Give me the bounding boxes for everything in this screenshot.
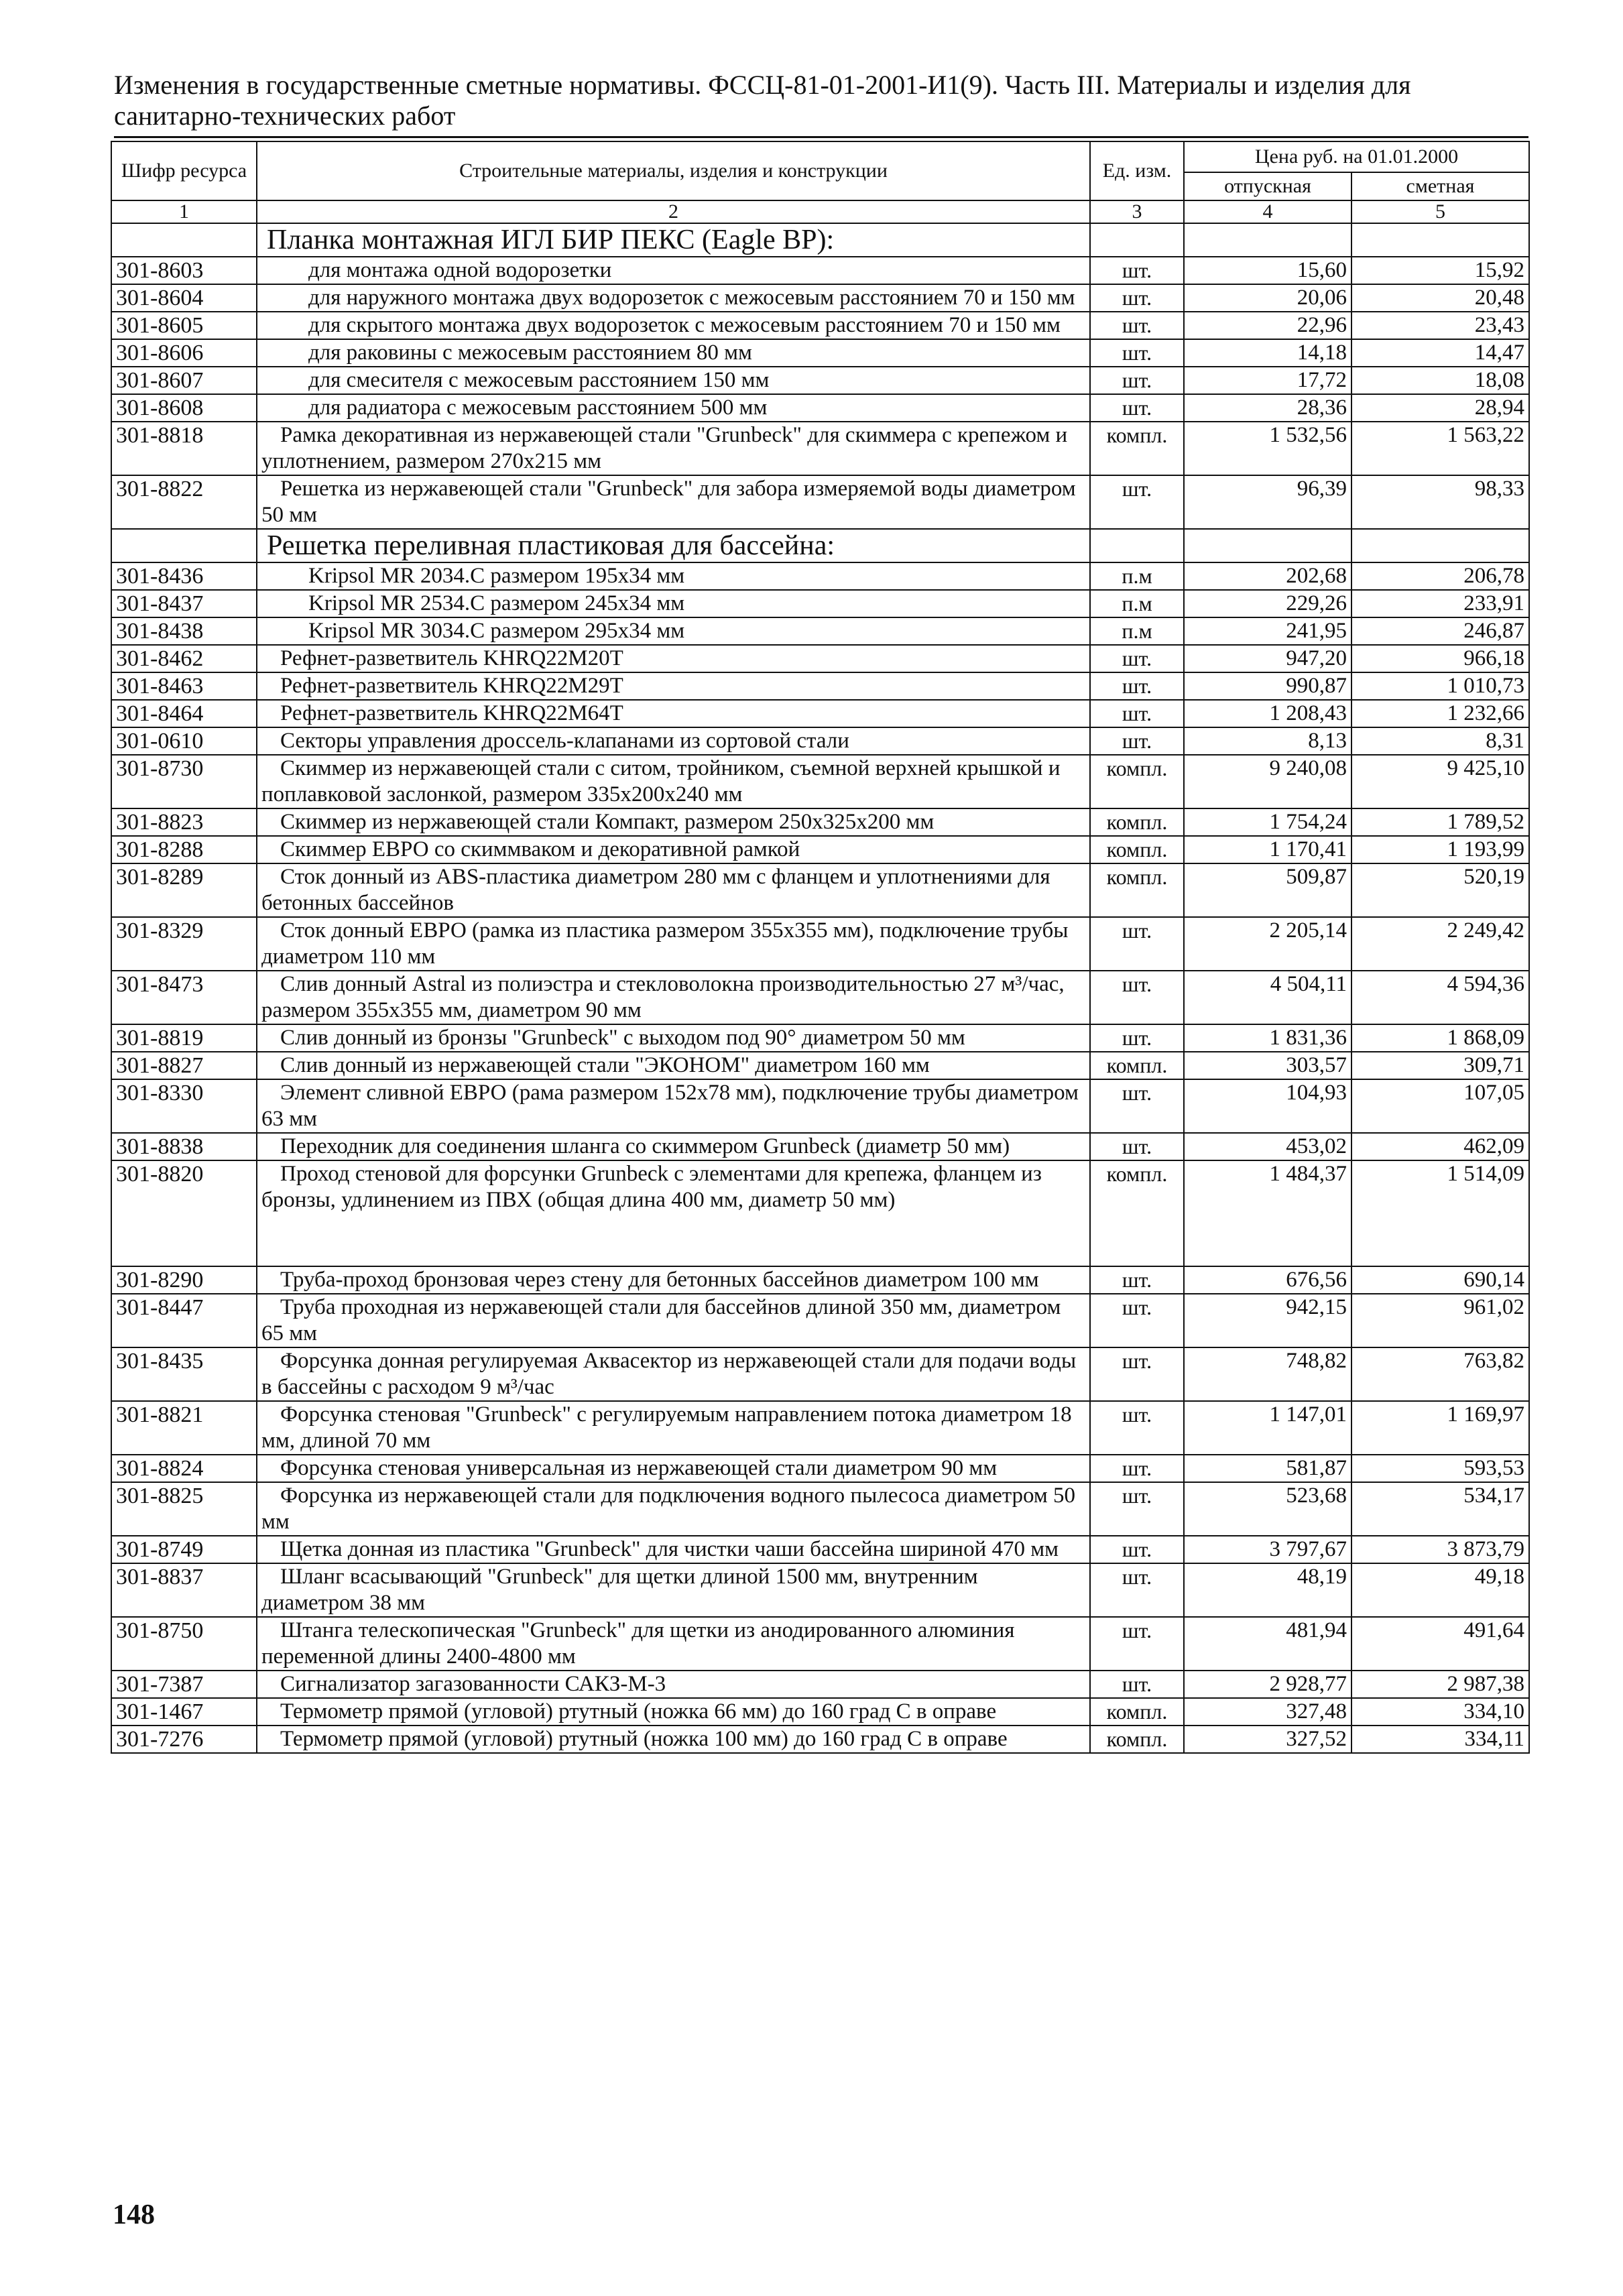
release-price: 581,87 bbox=[1184, 1455, 1351, 1482]
estimate-price: 334,10 bbox=[1351, 1698, 1529, 1726]
table-row bbox=[111, 1294, 1529, 1347]
column-number-4: 4 bbox=[1184, 200, 1351, 223]
release-price: 28,36 bbox=[1184, 394, 1351, 422]
table-row bbox=[111, 836, 1529, 863]
table-body bbox=[111, 223, 1529, 1753]
unit: шт. bbox=[1090, 1482, 1184, 1536]
group-title: Планка монтажная ИГЛ БИР ПЕКС (Eagle BP): bbox=[257, 223, 1090, 257]
estimate-price: 107,05 bbox=[1351, 1079, 1529, 1133]
unit: шт. bbox=[1090, 1133, 1184, 1160]
unit: шт. bbox=[1090, 1079, 1184, 1133]
unit: шт. bbox=[1090, 917, 1184, 971]
table-row bbox=[111, 1671, 1529, 1698]
unit: п.м bbox=[1090, 617, 1184, 645]
release-price: 4 504,11 bbox=[1184, 971, 1351, 1024]
release-price: 3 797,67 bbox=[1184, 1536, 1351, 1563]
estimate-price: 18,08 bbox=[1351, 367, 1529, 394]
estimate-price: 763,82 bbox=[1351, 1347, 1529, 1401]
estimate-price: 593,53 bbox=[1351, 1455, 1529, 1482]
resource-code: 301-8290 bbox=[111, 1266, 257, 1294]
resource-code: 301-8608 bbox=[111, 394, 257, 422]
resource-code: 301-8824 bbox=[111, 1455, 257, 1482]
title-line-2: санитарно-технических работ bbox=[114, 101, 456, 131]
resource-code: 301-8730 bbox=[111, 755, 257, 808]
resource-code: 301-8464 bbox=[111, 700, 257, 727]
material-name: Kripsol MR 2034.C размером 195х34 мм bbox=[257, 562, 1090, 590]
material-name: Решетка из нержавеющей стали "Grunbeck" для забора измеряемой воды диаметром 50 мм bbox=[257, 475, 1090, 529]
table-row bbox=[111, 755, 1529, 808]
material-name: Проход стеновой для форсунки Grunbeck с элементами для крепежа, фланцем из бронзы, удлинением из ПВХ (общая длина 400 мм, диаметр 50 мм) bbox=[257, 1160, 1090, 1266]
resource-code: 301-8821 bbox=[111, 1401, 257, 1455]
table-row bbox=[111, 422, 1529, 475]
material-name: для раковины с межосевым расстоянием 80 мм bbox=[257, 339, 1090, 367]
release-price: 748,82 bbox=[1184, 1347, 1351, 1401]
column-number-3: 3 bbox=[1090, 200, 1184, 223]
estimate-price: 4 594,36 bbox=[1351, 971, 1529, 1024]
release-price: 327,48 bbox=[1184, 1698, 1351, 1726]
unit: компл. bbox=[1090, 1726, 1184, 1753]
estimate-price: 233,91 bbox=[1351, 590, 1529, 617]
release-price: 20,06 bbox=[1184, 284, 1351, 312]
group-code-cell bbox=[111, 529, 257, 562]
estimate-price: 491,64 bbox=[1351, 1617, 1529, 1671]
release-price: 303,57 bbox=[1184, 1052, 1351, 1079]
material-name: Скиммер из нержавеющей стали с ситом, тройником, съемной верхней крышкой и поплавковой заслонкой, размером 335х200х240 мм bbox=[257, 755, 1090, 808]
table-row bbox=[111, 1455, 1529, 1482]
material-name: Рефнет-разветвитель KHRQ22M64T bbox=[257, 700, 1090, 727]
unit: компл. bbox=[1090, 863, 1184, 917]
header-estimate-price: сметная bbox=[1351, 172, 1529, 200]
release-price: 509,87 bbox=[1184, 863, 1351, 917]
release-price: 942,15 bbox=[1184, 1294, 1351, 1347]
table-row bbox=[111, 312, 1529, 339]
material-name: для монтажа одной водорозетки bbox=[257, 257, 1090, 284]
release-price: 523,68 bbox=[1184, 1482, 1351, 1536]
unit: шт. bbox=[1090, 367, 1184, 394]
unit: шт. bbox=[1090, 672, 1184, 700]
release-price: 947,20 bbox=[1184, 645, 1351, 672]
column-number-2: 2 bbox=[257, 200, 1090, 223]
unit: шт. bbox=[1090, 1536, 1184, 1563]
material-name: Труба проходная из нержавеющей стали для бассейнов длиной 350 мм, диаметром 65 мм bbox=[257, 1294, 1090, 1347]
table-row bbox=[111, 700, 1529, 727]
resource-code: 301-8837 bbox=[111, 1563, 257, 1617]
resource-code: 301-8435 bbox=[111, 1347, 257, 1401]
release-price: 48,19 bbox=[1184, 1563, 1351, 1617]
resource-code: 301-8462 bbox=[111, 645, 257, 672]
title-line-1: Изменения в государственные сметные нормативы. ФССЦ-81-01-2001-И1(9). Часть III. Материалы и изделия для bbox=[114, 70, 1411, 100]
resource-code: 301-8438 bbox=[111, 617, 257, 645]
release-price: 104,93 bbox=[1184, 1079, 1351, 1133]
estimate-price: 28,94 bbox=[1351, 394, 1529, 422]
release-price: 202,68 bbox=[1184, 562, 1351, 590]
group-estimate-cell bbox=[1351, 223, 1529, 257]
column-number-5: 5 bbox=[1351, 200, 1529, 223]
unit: п.м bbox=[1090, 562, 1184, 590]
unit: шт. bbox=[1090, 339, 1184, 367]
unit: шт. bbox=[1090, 1617, 1184, 1671]
table-row bbox=[111, 1052, 1529, 1079]
unit: шт. bbox=[1090, 700, 1184, 727]
resource-code: 301-8838 bbox=[111, 1133, 257, 1160]
release-price: 1 170,41 bbox=[1184, 836, 1351, 863]
resource-code: 301-1467 bbox=[111, 1698, 257, 1726]
unit: шт. bbox=[1090, 1024, 1184, 1052]
resource-code: 301-8827 bbox=[111, 1052, 257, 1079]
table-row bbox=[111, 475, 1529, 529]
material-name: Секторы управления дроссель-клапанами из сортовой стали bbox=[257, 727, 1090, 755]
table-row bbox=[111, 1563, 1529, 1617]
material-name: Элемент сливной ЕВРО (рама размером 152х78 мм), подключение трубы диаметром 63 мм bbox=[257, 1079, 1090, 1133]
group-release-cell bbox=[1184, 529, 1351, 562]
estimate-price: 98,33 bbox=[1351, 475, 1529, 529]
resource-code: 301-8289 bbox=[111, 863, 257, 917]
resource-code: 301-8818 bbox=[111, 422, 257, 475]
resource-code: 301-8437 bbox=[111, 590, 257, 617]
unit: компл. bbox=[1090, 422, 1184, 475]
group-header-row bbox=[111, 223, 1529, 257]
header-unit: Ед. изм. bbox=[1090, 141, 1184, 200]
table-row bbox=[111, 284, 1529, 312]
unit: шт. bbox=[1090, 475, 1184, 529]
resource-code: 301-8603 bbox=[111, 257, 257, 284]
material-name: Рефнет-разветвитель KHRQ22M29T bbox=[257, 672, 1090, 700]
material-name: Сток донный ЕВРО (рамка из пластика размером 355х355 мм), подключение трубы диаметром 110 мм bbox=[257, 917, 1090, 971]
resource-code: 301-8288 bbox=[111, 836, 257, 863]
column-number-1: 1 bbox=[111, 200, 257, 223]
estimate-price: 1 010,73 bbox=[1351, 672, 1529, 700]
material-name: Kripsol MR 2534.C размером 245х34 мм bbox=[257, 590, 1090, 617]
resource-code: 301-0610 bbox=[111, 727, 257, 755]
estimate-price: 1 232,66 bbox=[1351, 700, 1529, 727]
estimate-price: 246,87 bbox=[1351, 617, 1529, 645]
estimate-price: 1 514,09 bbox=[1351, 1160, 1529, 1266]
group-release-cell bbox=[1184, 223, 1351, 257]
group-unit-cell bbox=[1090, 529, 1184, 562]
resource-code: 301-8607 bbox=[111, 367, 257, 394]
unit: шт. bbox=[1090, 645, 1184, 672]
resource-code: 301-8825 bbox=[111, 1482, 257, 1536]
release-price: 8,13 bbox=[1184, 727, 1351, 755]
table-row bbox=[111, 1133, 1529, 1160]
release-price: 1 147,01 bbox=[1184, 1401, 1351, 1455]
group-code-cell bbox=[111, 223, 257, 257]
unit: шт. bbox=[1090, 1294, 1184, 1347]
unit: шт. bbox=[1090, 1347, 1184, 1401]
table-row bbox=[111, 1160, 1529, 1266]
table-row bbox=[111, 1347, 1529, 1401]
table-row bbox=[111, 1079, 1529, 1133]
title-underline bbox=[114, 136, 1528, 138]
material-name: Переходник для соединения шланга со скиммером Grunbeck (диаметр 50 мм) bbox=[257, 1133, 1090, 1160]
material-name: Термометр прямой (угловой) ртутный (ножка 66 мм) до 160 град С в оправе bbox=[257, 1698, 1090, 1726]
table-row bbox=[111, 1536, 1529, 1563]
estimate-price: 23,43 bbox=[1351, 312, 1529, 339]
estimate-price: 1 169,97 bbox=[1351, 1401, 1529, 1455]
material-name: Слив донный из бронзы "Grunbeck" с выходом под 90° диаметром 50 мм bbox=[257, 1024, 1090, 1052]
estimate-price: 690,14 bbox=[1351, 1266, 1529, 1294]
table-row bbox=[111, 394, 1529, 422]
unit: компл. bbox=[1090, 1160, 1184, 1266]
table-row bbox=[111, 1482, 1529, 1536]
release-price: 17,72 bbox=[1184, 367, 1351, 394]
estimate-price: 49,18 bbox=[1351, 1563, 1529, 1617]
table-row bbox=[111, 339, 1529, 367]
release-price: 676,56 bbox=[1184, 1266, 1351, 1294]
table-row bbox=[111, 367, 1529, 394]
material-name: Рефнет-разветвитель KHRQ22M20T bbox=[257, 645, 1090, 672]
release-price: 229,26 bbox=[1184, 590, 1351, 617]
material-name: Шланг всасывающий "Grunbeck" для щетки длиной 1500 мм, внутренним диаметром 38 мм bbox=[257, 1563, 1090, 1617]
resource-code: 301-8822 bbox=[111, 475, 257, 529]
release-price: 990,87 bbox=[1184, 672, 1351, 700]
estimate-price: 3 873,79 bbox=[1351, 1536, 1529, 1563]
estimate-price: 14,47 bbox=[1351, 339, 1529, 367]
resource-code: 301-8750 bbox=[111, 1617, 257, 1671]
material-name: Форсунка донная регулируемая Аквасектор из нержавеющей стали для подачи воды в бассейны с расходом 9 м³/час bbox=[257, 1347, 1090, 1401]
header-price: Цена руб. на 01.01.2000 bbox=[1184, 141, 1529, 172]
material-name: Термометр прямой (угловой) ртутный (ножка 100 мм) до 160 град С в оправе bbox=[257, 1726, 1090, 1753]
unit: шт. bbox=[1090, 1563, 1184, 1617]
estimate-price: 8,31 bbox=[1351, 727, 1529, 755]
resource-code: 301-8436 bbox=[111, 562, 257, 590]
resource-code: 301-8606 bbox=[111, 339, 257, 367]
release-price: 14,18 bbox=[1184, 339, 1351, 367]
material-name: Слив донный Astral из полиэстра и стекловолокна производительностью 27 м³/час, размером 355х355 мм, диаметром 90 мм bbox=[257, 971, 1090, 1024]
table-row bbox=[111, 562, 1529, 590]
unit: шт. bbox=[1090, 257, 1184, 284]
estimate-price: 961,02 bbox=[1351, 1294, 1529, 1347]
release-price: 15,60 bbox=[1184, 257, 1351, 284]
material-name: для наружного монтажа двух водорозеток с межосевым расстоянием 70 и 150 мм bbox=[257, 284, 1090, 312]
release-price: 1 831,36 bbox=[1184, 1024, 1351, 1052]
unit: компл. bbox=[1090, 1052, 1184, 1079]
estimate-price: 20,48 bbox=[1351, 284, 1529, 312]
estimate-price: 1 789,52 bbox=[1351, 808, 1529, 836]
table-row bbox=[111, 808, 1529, 836]
table-row bbox=[111, 917, 1529, 971]
release-price: 327,52 bbox=[1184, 1726, 1351, 1753]
resource-code: 301-8463 bbox=[111, 672, 257, 700]
table-row bbox=[111, 863, 1529, 917]
release-price: 2 205,14 bbox=[1184, 917, 1351, 971]
unit: шт. bbox=[1090, 727, 1184, 755]
table-row bbox=[111, 1617, 1529, 1671]
estimate-price: 206,78 bbox=[1351, 562, 1529, 590]
release-price: 241,95 bbox=[1184, 617, 1351, 645]
unit: шт. bbox=[1090, 1455, 1184, 1482]
estimate-price: 9 425,10 bbox=[1351, 755, 1529, 808]
group-estimate-cell bbox=[1351, 529, 1529, 562]
table-row bbox=[111, 971, 1529, 1024]
group-title: Решетка переливная пластиковая для бассейна: bbox=[257, 529, 1090, 562]
material-name: Скиммер из нержавеющей стали Компакт, размером 250х325х200 мм bbox=[257, 808, 1090, 836]
table-row bbox=[111, 1024, 1529, 1052]
release-price: 1 532,56 bbox=[1184, 422, 1351, 475]
header-release-price: отпускная bbox=[1184, 172, 1351, 200]
estimate-price: 966,18 bbox=[1351, 645, 1529, 672]
table-row bbox=[111, 257, 1529, 284]
resource-code: 301-7276 bbox=[111, 1726, 257, 1753]
release-price: 22,96 bbox=[1184, 312, 1351, 339]
material-name: Труба-проход бронзовая через стену для бетонных бассейнов диаметром 100 мм bbox=[257, 1266, 1090, 1294]
unit: шт. bbox=[1090, 284, 1184, 312]
table-row bbox=[111, 645, 1529, 672]
table-row bbox=[111, 617, 1529, 645]
page-number: 148 bbox=[113, 2199, 155, 2230]
unit: п.м bbox=[1090, 590, 1184, 617]
release-price: 2 928,77 bbox=[1184, 1671, 1351, 1698]
estimate-price: 520,19 bbox=[1351, 863, 1529, 917]
material-name: Форсунка стеновая "Grunbeck" с регулируемым направлением потока диаметром 18 мм, длиной 70 мм bbox=[257, 1401, 1090, 1455]
release-price: 96,39 bbox=[1184, 475, 1351, 529]
unit: шт. bbox=[1090, 971, 1184, 1024]
unit: шт. bbox=[1090, 1401, 1184, 1455]
estimate-price: 309,71 bbox=[1351, 1052, 1529, 1079]
material-name: Щетка донная из пластика "Grunbeck" для чистки чаши бассейна шириной 470 мм bbox=[257, 1536, 1090, 1563]
header-code: Шифр ресурса bbox=[111, 141, 257, 200]
material-name: для скрытого монтажа двух водорозеток с межосевым расстоянием 70 и 150 мм bbox=[257, 312, 1090, 339]
unit: шт. bbox=[1090, 312, 1184, 339]
table-row bbox=[111, 727, 1529, 755]
release-price: 9 240,08 bbox=[1184, 755, 1351, 808]
estimate-price: 2 249,42 bbox=[1351, 917, 1529, 971]
group-unit-cell bbox=[1090, 223, 1184, 257]
table-row bbox=[111, 1726, 1529, 1753]
estimate-price: 1 563,22 bbox=[1351, 422, 1529, 475]
estimate-price: 2 987,38 bbox=[1351, 1671, 1529, 1698]
material-name: Форсунка из нержавеющей стали для подключения водного пылесоса диаметром 50 мм bbox=[257, 1482, 1090, 1536]
material-name: для радиатора с межосевым расстоянием 500 мм bbox=[257, 394, 1090, 422]
table-row bbox=[111, 1401, 1529, 1455]
resource-code: 301-8447 bbox=[111, 1294, 257, 1347]
table-row bbox=[111, 672, 1529, 700]
resource-code: 301-8605 bbox=[111, 312, 257, 339]
unit: шт. bbox=[1090, 1266, 1184, 1294]
unit: компл. bbox=[1090, 755, 1184, 808]
material-name: Штанга телескопическая "Grunbeck" для щетки из анодированного алюминия переменной длины 2400-4800 мм bbox=[257, 1617, 1090, 1671]
material-name: Слив донный из нержавеющей стали "ЭКОНОМ" диаметром 160 мм bbox=[257, 1052, 1090, 1079]
release-price: 1 208,43 bbox=[1184, 700, 1351, 727]
resource-code: 301-8604 bbox=[111, 284, 257, 312]
estimate-price: 462,09 bbox=[1351, 1133, 1529, 1160]
resource-price-table bbox=[111, 141, 1530, 1754]
resource-code: 301-8330 bbox=[111, 1079, 257, 1133]
group-header-row bbox=[111, 529, 1529, 562]
header-name: Строительные материалы, изделия и конструкции bbox=[257, 141, 1090, 200]
table-row bbox=[111, 590, 1529, 617]
release-price: 1 484,37 bbox=[1184, 1160, 1351, 1266]
table-row bbox=[111, 1266, 1529, 1294]
unit: шт. bbox=[1090, 394, 1184, 422]
material-name: Сток донный из ABS-пластика диаметром 280 мм с фланцем и уплотнениями для бетонных бассейнов bbox=[257, 863, 1090, 917]
estimate-price: 334,11 bbox=[1351, 1726, 1529, 1753]
estimate-price: 534,17 bbox=[1351, 1482, 1529, 1536]
estimate-price: 1 868,09 bbox=[1351, 1024, 1529, 1052]
unit: компл. bbox=[1090, 808, 1184, 836]
material-name: Рамка декоративная из нержавеющей стали "Grunbeck" для скиммера с крепежом и уплотнением, размером 270х215 мм bbox=[257, 422, 1090, 475]
material-name: для смесителя с межосевым расстоянием 150 мм bbox=[257, 367, 1090, 394]
document-title bbox=[114, 70, 1528, 131]
resource-code: 301-8329 bbox=[111, 917, 257, 971]
table-row bbox=[111, 1698, 1529, 1726]
material-name: Сигнализатор загазованности САКЗ-М-3 bbox=[257, 1671, 1090, 1698]
material-name: Форсунка стеновая универсальная из нержавеющей стали диаметром 90 мм bbox=[257, 1455, 1090, 1482]
release-price: 1 754,24 bbox=[1184, 808, 1351, 836]
estimate-price: 15,92 bbox=[1351, 257, 1529, 284]
resource-code: 301-7387 bbox=[111, 1671, 257, 1698]
resource-code: 301-8820 bbox=[111, 1160, 257, 1266]
material-name: Скиммер ЕВРО со скиммваком и декоративной рамкой bbox=[257, 836, 1090, 863]
material-name: Kripsol MR 3034.C размером 295х34 мм bbox=[257, 617, 1090, 645]
unit: компл. bbox=[1090, 1698, 1184, 1726]
resource-code: 301-8473 bbox=[111, 971, 257, 1024]
release-price: 453,02 bbox=[1184, 1133, 1351, 1160]
release-price: 481,94 bbox=[1184, 1617, 1351, 1671]
unit: шт. bbox=[1090, 1671, 1184, 1698]
resource-code: 301-8749 bbox=[111, 1536, 257, 1563]
unit: компл. bbox=[1090, 836, 1184, 863]
estimate-price: 1 193,99 bbox=[1351, 836, 1529, 863]
resource-code: 301-8819 bbox=[111, 1024, 257, 1052]
resource-code: 301-8823 bbox=[111, 808, 257, 836]
